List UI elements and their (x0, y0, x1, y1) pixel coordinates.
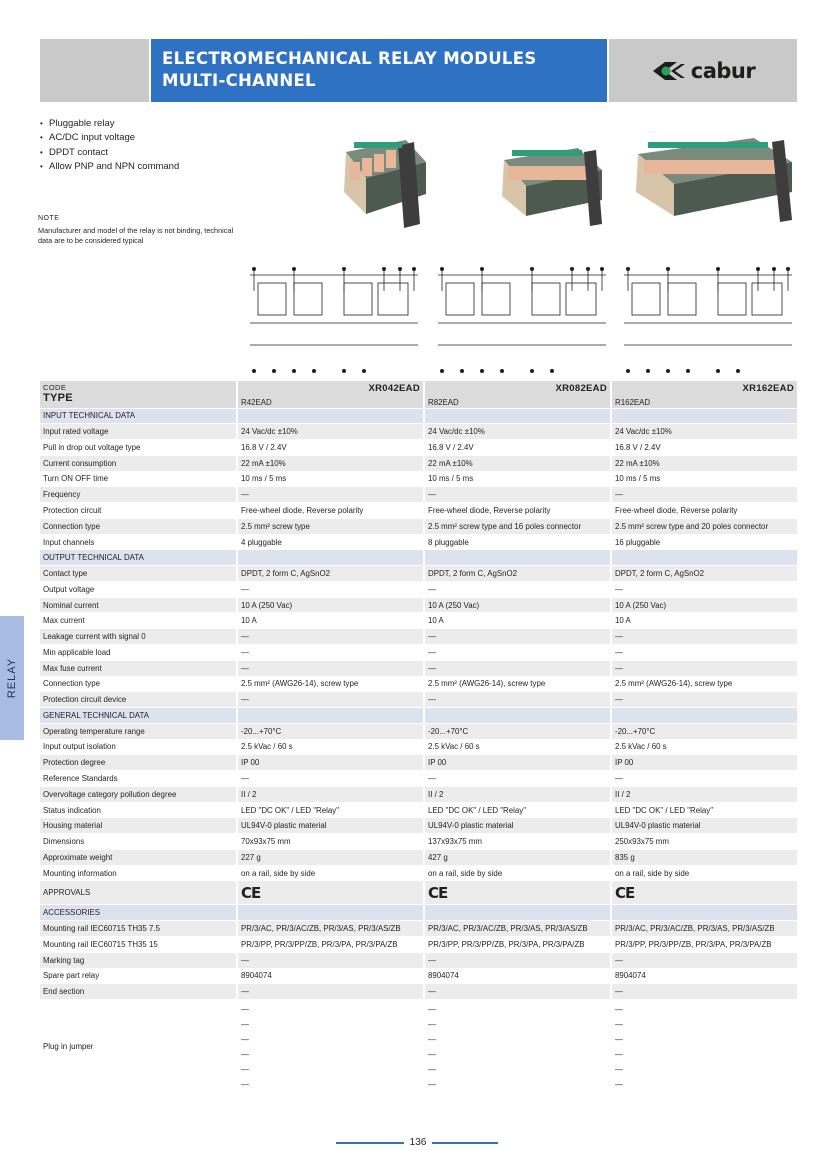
table-cell: II / 2 (424, 786, 611, 802)
row-label: Plug in jumper (40, 1000, 237, 1094)
table-cell: 10 A (424, 613, 611, 629)
table-cell (611, 1000, 797, 1094)
table-cell: — (611, 644, 797, 660)
table-row (40, 676, 797, 692)
table-cell: — (611, 952, 797, 968)
table-cell: 2.5 mm² (AWG26-14), screw type (237, 676, 424, 692)
table-cell: 10 A (250 Vac) (611, 597, 797, 613)
table-cell: — (424, 660, 611, 676)
section-header-row (40, 550, 797, 566)
jumper-value: — (615, 1004, 623, 1014)
table-row (40, 692, 797, 708)
model-header (237, 381, 424, 408)
section-filler (611, 550, 797, 566)
table-cell: PR/3/AC, PR/3/AC/ZB, PR/3/AS, PR/3/AS/ZB (611, 921, 797, 937)
table-row (40, 739, 797, 755)
table-cell: — (424, 629, 611, 645)
table-cell: — (237, 644, 424, 660)
page-title-line1: ELECTROMECHANICAL RELAY MODULES (162, 49, 537, 68)
table-cell: — (424, 644, 611, 660)
jumper-value: — (428, 1049, 436, 1059)
table-cell: 2.5 mm² screw type and 16 poles connector (424, 518, 611, 534)
table-cell: PR/3/PP, PR/3/PP/ZB, PR/3/PA, PR/3/PA/ZB (424, 937, 611, 953)
table-row (40, 455, 797, 471)
jumper-value: — (241, 1004, 249, 1014)
row-label: Reference Standards (40, 771, 237, 787)
table-cell: — (424, 581, 611, 597)
jumper-value: — (241, 1064, 249, 1074)
brand-logo (609, 39, 797, 102)
table-cell: Free-wheel diode, Reverse polarity (424, 503, 611, 519)
model-header (424, 381, 611, 408)
table-cell: 4 pluggable (237, 534, 424, 550)
row-label: Max fuse current (40, 660, 237, 676)
table-cell: on a rail, side by side (237, 865, 424, 881)
row-label: Connection type (40, 518, 237, 534)
table-cell: — (611, 692, 797, 708)
table-row (40, 849, 797, 865)
row-label: Marking tag (40, 952, 237, 968)
table-cell: — (237, 581, 424, 597)
model-header (611, 381, 797, 408)
row-label: Connection type (40, 676, 237, 692)
table-cell: on a rail, side by side (611, 865, 797, 881)
table-cell: LED "DC OK" / LED "Relay" (237, 802, 424, 818)
jumper-value: — (241, 1019, 249, 1029)
table-cell: DPDT, 2 form C, AgSnO2 (424, 566, 611, 582)
table-cell: 24 Vac/dc ±10% (611, 424, 797, 440)
table-cell: -20...+70°C (611, 723, 797, 739)
table-cell: 22 mA ±10% (611, 455, 797, 471)
table-cell: II / 2 (611, 786, 797, 802)
wiring-diagram-8ch (432, 261, 612, 377)
row-label: Protection circuit (40, 503, 237, 519)
table-cell: 10 ms / 5 ms (237, 471, 424, 487)
feature-item: • Pluggable relay (40, 117, 179, 131)
table-cell: DPDT, 2 form C, AgSnO2 (237, 566, 424, 582)
table-cell: 70x93x75 mm (237, 834, 424, 850)
approval-cell (611, 881, 797, 905)
table-header-row (40, 381, 797, 408)
table-cell: 24 Vac/dc ±10% (424, 424, 611, 440)
row-label: Pull in drop out voltage type (40, 440, 237, 456)
table-row (40, 984, 797, 1000)
approval-cell (424, 881, 611, 905)
table-cell: — (237, 692, 424, 708)
approvals-row (40, 881, 797, 905)
table-cell: 427 g (424, 849, 611, 865)
table-row (40, 581, 797, 597)
page-number: 136 (405, 1137, 431, 1148)
table-row (40, 723, 797, 739)
section-filler (611, 708, 797, 724)
wiring-diagram-16ch (618, 261, 798, 377)
table-cell: — (611, 771, 797, 787)
page-title (151, 39, 607, 102)
table-cell: 16.8 V / 2.4V (424, 440, 611, 456)
table-cell: 2.5 mm² screw type (237, 518, 424, 534)
table-cell (237, 1000, 424, 1094)
model-type: R162EAD (615, 398, 651, 407)
product-photo-16ch (634, 136, 796, 226)
feature-item: • Allow PNP and NPN command (40, 160, 179, 174)
section-filler (237, 708, 424, 724)
type-label: TYPE (43, 392, 73, 404)
table-cell: 10 A (611, 613, 797, 629)
row-label: Overvoltage category pollution degree (40, 786, 237, 802)
row-label: Dimensions (40, 834, 237, 850)
section-title: ACCESSORIES (40, 905, 237, 921)
table-cell: — (611, 660, 797, 676)
jumper-value: — (428, 1019, 436, 1029)
table-cell: 2.5 mm² (AWG26-14), screw type (424, 676, 611, 692)
table-cell: — (424, 984, 611, 1000)
table-row (40, 968, 797, 984)
row-label: Operating temperature range (40, 723, 237, 739)
table-cell: — (424, 487, 611, 503)
row-label: Input rated voltage (40, 424, 237, 440)
row-label: Housing material (40, 818, 237, 834)
table-row (40, 937, 797, 953)
table-row (40, 534, 797, 550)
table-cell: 16 pluggable (611, 534, 797, 550)
model-type: R42EAD (241, 398, 272, 407)
product-photo-8ch (498, 144, 608, 228)
table-row (40, 487, 797, 503)
row-label: Current consumption (40, 455, 237, 471)
section-filler (611, 408, 797, 424)
page-title-line2: MULTI-CHANNEL (162, 71, 316, 90)
table-cell: LED "DC OK" / LED "Relay" (424, 802, 611, 818)
table-row (40, 518, 797, 534)
table-cell: 22 mA ±10% (237, 455, 424, 471)
table-cell: PR/3/AC, PR/3/AC/ZB, PR/3/AS, PR/3/AS/ZB (424, 921, 611, 937)
table-cell: 8904074 (611, 968, 797, 984)
approvals-label: APPROVALS (40, 881, 237, 905)
header-gray-block (40, 39, 149, 102)
table-cell: — (237, 660, 424, 676)
jumper-value: — (615, 1064, 623, 1074)
table-cell: Free-wheel diode, Reverse polarity (237, 503, 424, 519)
feature-item: • DPDT contact (40, 146, 179, 160)
plugin-jumper-row (40, 1000, 797, 1094)
jumper-value: — (615, 1049, 623, 1059)
table-row (40, 755, 797, 771)
table-row (40, 771, 797, 787)
table-cell: — (424, 692, 611, 708)
cabur-logo-icon (651, 60, 687, 82)
table-cell: 2.5 kVac / 60 s (424, 739, 611, 755)
table-row (40, 802, 797, 818)
table-cell: 16.8 V / 2.4V (611, 440, 797, 456)
section-filler (237, 408, 424, 424)
section-header-row (40, 408, 797, 424)
section-filler (611, 905, 797, 921)
table-cell: 8904074 (237, 968, 424, 984)
row-label: Mounting information (40, 865, 237, 881)
jumper-value: — (615, 1034, 623, 1044)
table-cell: on a rail, side by side (424, 865, 611, 881)
table-cell (424, 1000, 611, 1094)
row-label: Mounting rail IEC60715 TH35 7.5 (40, 921, 237, 937)
table-row (40, 818, 797, 834)
table-row (40, 952, 797, 968)
row-label: Turn ON OFF time (40, 471, 237, 487)
jumper-value: — (241, 1079, 249, 1089)
note-label: NOTE (38, 215, 60, 222)
table-cell: PR/3/PP, PR/3/PP/ZB, PR/3/PA, PR/3/PA/ZB (611, 937, 797, 953)
table-cell: — (237, 984, 424, 1000)
table-cell: 250x93x75 mm (611, 834, 797, 850)
note-text: Manufacturer and model of the relay is not binding, technical data are to be considered typical (38, 226, 234, 245)
table-cell: PR/3/AC, PR/3/AC/ZB, PR/3/AS, PR/3/AS/ZB (237, 921, 424, 937)
row-label: Spare part relay (40, 968, 237, 984)
table-row (40, 865, 797, 881)
section-filler (237, 550, 424, 566)
table-row (40, 566, 797, 582)
table-cell: — (237, 629, 424, 645)
table-cell: 227 g (237, 849, 424, 865)
table-cell: 8 pluggable (424, 534, 611, 550)
logo-text: cabur (690, 58, 756, 83)
table-row (40, 921, 797, 937)
model-code: XR082EAD (555, 383, 607, 394)
table-cell: Free-wheel diode, Reverse polarity (611, 503, 797, 519)
table-cell: — (237, 487, 424, 503)
row-label: Max current (40, 613, 237, 629)
row-label: Approximate weight (40, 849, 237, 865)
row-label: Input channels (40, 534, 237, 550)
table-cell: — (237, 771, 424, 787)
row-label: Min applicable load (40, 644, 237, 660)
table-cell: — (611, 487, 797, 503)
row-label: Input output isolation (40, 739, 237, 755)
wiring-diagram-4ch (244, 261, 424, 377)
section-filler (424, 905, 611, 921)
table-row (40, 424, 797, 440)
table-cell: -20...+70°C (237, 723, 424, 739)
ce-mark-icon: CE (428, 883, 448, 902)
table-cell: IP 00 (237, 755, 424, 771)
table-cell: IP 00 (424, 755, 611, 771)
jumper-value: — (241, 1034, 249, 1044)
table-cell: 2.5 kVac / 60 s (611, 739, 797, 755)
table-cell: 137x93x75 mm (424, 834, 611, 850)
table-cell: — (611, 629, 797, 645)
footer-rule-right (432, 1142, 498, 1144)
footer-rule-left (336, 1142, 404, 1144)
section-title: GENERAL TECHNICAL DATA (40, 708, 237, 724)
section-header-row (40, 905, 797, 921)
section-filler (237, 905, 424, 921)
table-row (40, 613, 797, 629)
table-cell: 2.5 mm² (AWG26-14), screw type (611, 676, 797, 692)
table-cell: 10 A (237, 613, 424, 629)
table-cell: 10 A (250 Vac) (424, 597, 611, 613)
model-type: R82EAD (428, 398, 459, 407)
table-cell: 8904074 (424, 968, 611, 984)
section-filler (424, 708, 611, 724)
table-row (40, 440, 797, 456)
feature-list (40, 117, 179, 174)
table-cell: UL94V-0 plastic material (424, 818, 611, 834)
table-cell: PR/3/PP, PR/3/PP/ZB, PR/3/PA, PR/3/PA/ZB (237, 937, 424, 953)
table-cell: 22 mA ±10% (424, 455, 611, 471)
table-cell: 10 ms / 5 ms (424, 471, 611, 487)
section-filler (424, 408, 611, 424)
row-label: Leakage current with signal 0 (40, 629, 237, 645)
jumper-value: — (615, 1019, 623, 1029)
table-row (40, 644, 797, 660)
table-cell: DPDT, 2 form C, AgSnO2 (611, 566, 797, 582)
table-cell: 16.8 V / 2.4V (237, 440, 424, 456)
model-code: XR162EAD (742, 383, 794, 394)
row-label: Status indication (40, 802, 237, 818)
table-cell: 2.5 mm² screw type and 20 poles connector (611, 518, 797, 534)
spec-table (40, 381, 797, 1094)
jumper-value: — (615, 1079, 623, 1089)
ce-mark-icon: CE (241, 883, 261, 902)
table-row (40, 834, 797, 850)
table-row (40, 786, 797, 802)
table-cell: — (424, 771, 611, 787)
jumper-value: — (428, 1079, 436, 1089)
code-type-header (40, 381, 237, 408)
table-cell: 10 ms / 5 ms (611, 471, 797, 487)
row-label: Protection circuit device (40, 692, 237, 708)
table-row (40, 503, 797, 519)
jumper-value: — (428, 1064, 436, 1074)
table-row (40, 471, 797, 487)
jumper-value: — (428, 1034, 436, 1044)
approval-cell (237, 881, 424, 905)
table-cell: 24 Vac/dc ±10% (237, 424, 424, 440)
table-row (40, 597, 797, 613)
product-photo-4ch (336, 132, 428, 230)
row-label: Output voltage (40, 581, 237, 597)
row-label: Protection degree (40, 755, 237, 771)
table-cell: IP 00 (611, 755, 797, 771)
row-label: Nominal current (40, 597, 237, 613)
feature-item: • AC/DC input voltage (40, 131, 179, 145)
section-header-row (40, 708, 797, 724)
table-cell: — (237, 952, 424, 968)
row-label: Contact type (40, 566, 237, 582)
table-cell: -20...+70°C (424, 723, 611, 739)
code-label: CODE (43, 383, 67, 392)
table-cell: — (611, 581, 797, 597)
section-title: INPUT TECHNICAL DATA (40, 408, 237, 424)
jumper-value: — (241, 1049, 249, 1059)
section-filler (424, 550, 611, 566)
table-cell: II / 2 (237, 786, 424, 802)
table-cell: — (424, 952, 611, 968)
jumper-value: — (428, 1004, 436, 1014)
section-title: OUTPUT TECHNICAL DATA (40, 550, 237, 566)
row-label: End section (40, 984, 237, 1000)
table-row (40, 660, 797, 676)
section-tab-relay (0, 616, 24, 740)
table-cell: UL94V-0 plastic material (611, 818, 797, 834)
ce-mark-icon: CE (615, 883, 635, 902)
section-tab-label: RELAY (6, 657, 19, 699)
table-cell: LED "DC OK" / LED "Relay" (611, 802, 797, 818)
table-row (40, 629, 797, 645)
model-code: XR042EAD (368, 383, 420, 394)
table-cell: 2.5 kVac / 60 s (237, 739, 424, 755)
table-cell: 835 g (611, 849, 797, 865)
row-label: Frequency (40, 487, 237, 503)
table-cell: UL94V-0 plastic material (237, 818, 424, 834)
table-cell: 10 A (250 Vac) (237, 597, 424, 613)
table-cell: — (611, 984, 797, 1000)
row-label: Mounting rail IEC60715 TH35 15 (40, 937, 237, 953)
